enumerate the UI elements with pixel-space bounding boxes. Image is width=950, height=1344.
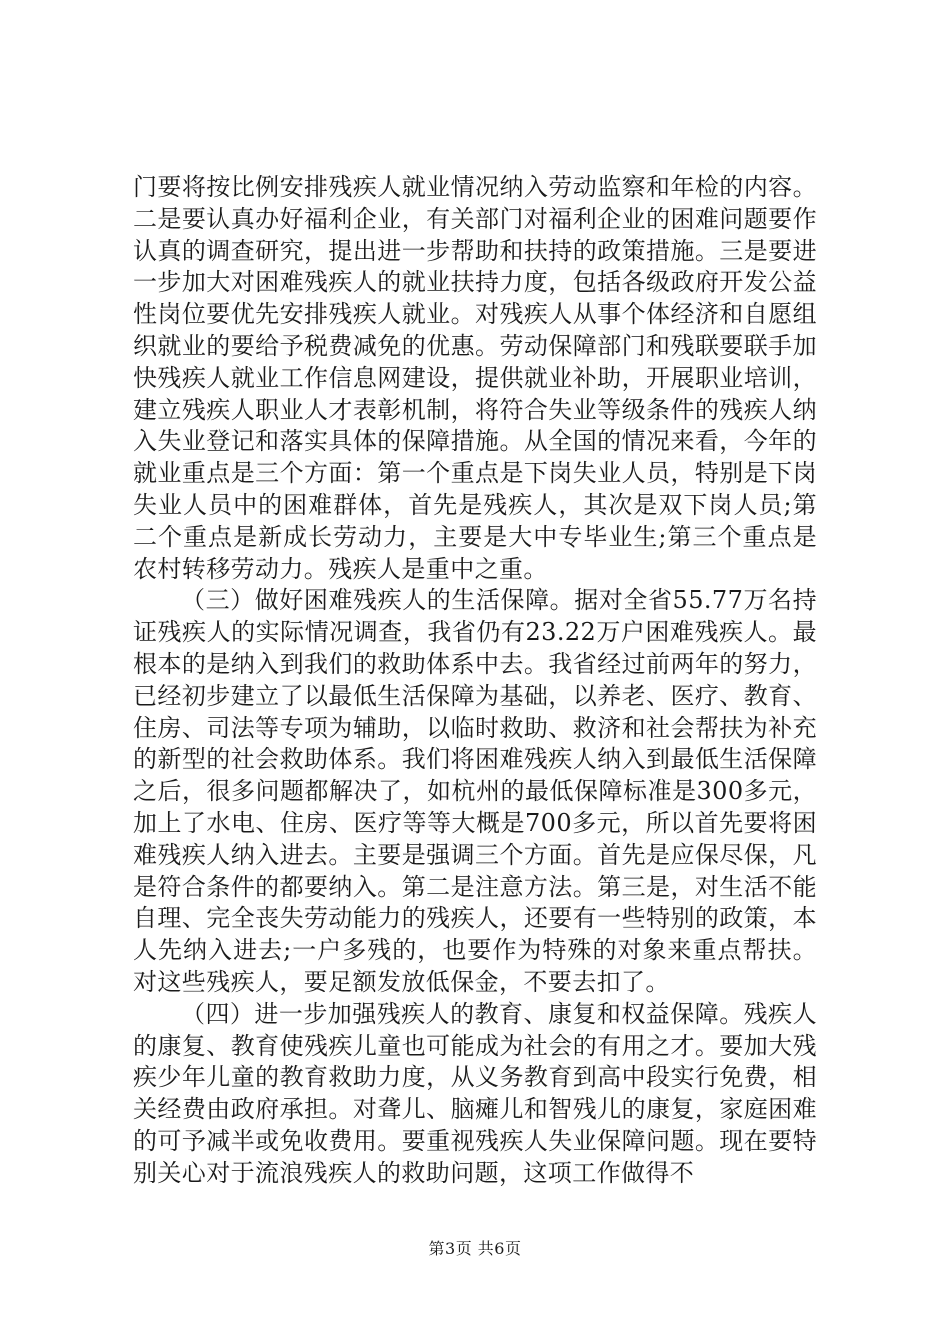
page-footer — [0, 1236, 950, 1259]
paragraph-2: （三）做好困难残疾人的生活保障。据对全省55.77万名持证残疾人的实际情况调查，我省仍有23.22万户困难残疾人。最根本的是纳入到我们的救助体系中去。我省经过前两年的努力，已经初步建立了以最低生活保障为基础，以养老、医疗、教育、住房、司法等专项为辅助，以临时救助、救济和社会帮扶为补充的新型的社会救助体系。我们将困难残疾人纳入到最低生活保障之后，很多问题都解决了，如杭州的最低保障标准是300多元，加上了水电、住房、医疗等等大概是700多元，所以首先要将困难残疾人纳入进去。主要是强调三个方面。首先是应保尽保，凡是符合条件的都要纳入。第二是注意方法。第三是，对生活不能自理、完全丧失劳动能力的残疾人，还要有一些特别的政策，本人先纳入进去;一户多残的，也要作为特殊的对象来重点帮扶。对这些残疾人，要足额发放低保金，不要去扣了。 — [133, 586, 817, 996]
paragraph-3: （四）进一步加强残疾人的教育、康复和权益保障。残疾人的康复、教育使残疾儿童也可能成为社会的有用之才。要加大残疾少年儿童的教育救助力度，从义务教育到高中段实行免费，相关经费由政府承担。对聋儿、脑瘫儿和智残儿的康复，家庭困难的可予减半或免收费用。要重视残疾人失业保障问题。现在要特别关心对于流浪残疾人的救助问题，这项工作做得不 — [133, 999, 817, 1187]
paragraph-1: 门要将按比例安排残疾人就业情况纳入劳动监察和年检的内容。二是要认真办好福利企业，有关部门对福利企业的困难问题要作认真的调查研究，提出进一步帮助和扶持的政策措施。三是要进一步加大对困难残疾人的就业扶持力度，包括各级政府开发公益性岗位要优先安排残疾人就业。对残疾人从事个体经济和自愿组织就业的要给予税费减免的优惠。劳动保障部门和残联要联手加快残疾人就业工作信息网建设，提供就业补助，开展职业培训，建立残疾人职业人才表彰机制，将符合失业等级条件的残疾人纳入失业登记和落实具体的保障措施。从全国的情况来看，今年的就业重点是三个方面：第一个重点是下岗失业人员，特别是下岗失业人员中的困难群体，首先是残疾人，其次是双下岗人员;第二个重点是新成长劳动力，主要是大中专毕业生;第三个重点是农村转移劳动力。残疾人是重中之重。 — [133, 173, 817, 583]
page-number: 第3页 共6页 — [428, 1239, 522, 1258]
body-text — [133, 172, 817, 1190]
